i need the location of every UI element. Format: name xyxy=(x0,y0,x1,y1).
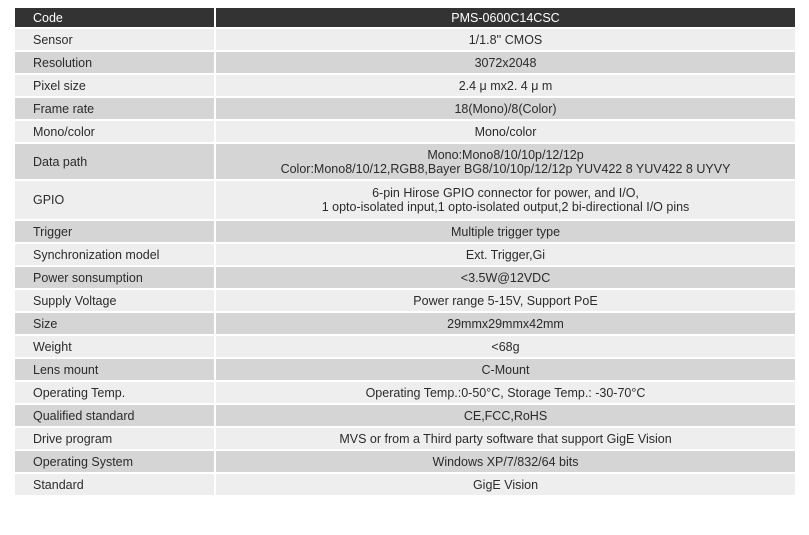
spec-label: Operating Temp. xyxy=(15,382,216,403)
spec-value xyxy=(216,75,795,96)
table-row xyxy=(15,382,795,403)
spec-value-line: Multiple trigger type xyxy=(450,224,561,239)
spec-label: Frame rate xyxy=(15,98,216,119)
spec-value-line: Ext. Trigger,Gi xyxy=(465,247,546,262)
table-row xyxy=(15,267,795,288)
table-row xyxy=(15,359,795,380)
spec-value-line: 2.4 μ mx2. 4 μ m xyxy=(458,78,553,93)
spec-label: Lens mount xyxy=(15,359,216,380)
spec-value xyxy=(216,428,795,449)
table-row xyxy=(15,121,795,142)
table-row xyxy=(15,244,795,265)
spec-label: Size xyxy=(15,313,216,334)
spec-value-line: 1/1.8'' CMOS xyxy=(468,32,543,47)
table-row xyxy=(15,451,795,472)
spec-label: Standard xyxy=(15,474,216,495)
spec-value xyxy=(216,98,795,119)
spec-value xyxy=(216,336,795,357)
spec-value xyxy=(216,221,795,242)
spec-value-line: 29mmx29mmx42mm xyxy=(447,316,564,331)
spec-value-line: 1 opto-isolated input,1 opto-isolated output,2 bi-directional I/O pins xyxy=(321,200,690,214)
spec-value xyxy=(216,290,795,311)
spec-value xyxy=(216,359,795,380)
spec-value-line: 6-pin Hirose GPIO connector for power, and I/O, xyxy=(372,186,639,200)
spec-label: Sensor xyxy=(15,29,216,50)
spec-value xyxy=(216,382,795,403)
spec-value xyxy=(216,29,795,50)
table-row xyxy=(15,313,795,334)
spec-value-line: CE,FCC,RoHS xyxy=(463,408,548,423)
table-row xyxy=(15,181,795,219)
table-row xyxy=(15,336,795,357)
spec-label: Drive program xyxy=(15,428,216,449)
spec-value-line: Mono:Mono8/10/10p/12/12p xyxy=(427,147,584,162)
spec-value xyxy=(216,244,795,265)
table-row xyxy=(15,428,795,449)
spec-value-line: C-Mount xyxy=(481,362,530,377)
table-row xyxy=(15,52,795,73)
spec-value-line: 18(Mono)/8(Color) xyxy=(454,101,557,116)
table-row xyxy=(15,98,795,119)
spec-value-line: Power range 5-15V, Support PoE xyxy=(413,293,598,308)
spec-label: Trigger xyxy=(15,221,216,242)
spec-label: GPIO xyxy=(15,181,216,219)
spec-value xyxy=(216,451,795,472)
spec-label: Supply Voltage xyxy=(15,290,216,311)
spec-label: Resolution xyxy=(15,52,216,73)
spec-value xyxy=(216,52,795,73)
spec-value-line: Windows XP/7/832/64 bits xyxy=(432,454,579,469)
spec-value xyxy=(216,267,795,288)
spec-table-body xyxy=(15,8,795,495)
spec-label: Pixel size xyxy=(15,75,216,96)
spec-value xyxy=(216,8,795,27)
spec-value xyxy=(216,405,795,426)
spec-value xyxy=(216,181,795,219)
table-row xyxy=(15,290,795,311)
spec-value-line: <68g xyxy=(491,339,520,354)
spec-value-line: Mono/color xyxy=(474,124,537,139)
spec-value-line: PMS-0600C14CSC xyxy=(451,10,560,25)
spec-table xyxy=(15,6,795,497)
spec-label: Data path xyxy=(15,144,216,179)
spec-value-line: GigE Vision xyxy=(472,477,539,492)
spec-value-line: Color:Mono8/10/12,RGB8,Bayer BG8/10/10p/12/12p YUV422 8 YUV422 8 UYVY xyxy=(280,161,731,176)
spec-label: Synchronization model xyxy=(15,244,216,265)
table-row xyxy=(15,75,795,96)
spec-value xyxy=(216,121,795,142)
spec-label: Power sonsumption xyxy=(15,267,216,288)
spec-label: Mono/color xyxy=(15,121,216,142)
spec-value xyxy=(216,144,795,179)
spec-value xyxy=(216,313,795,334)
table-row xyxy=(15,144,795,179)
table-header-row xyxy=(15,8,795,27)
spec-label: Weight xyxy=(15,336,216,357)
spec-value-line: Operating Temp.:0-50°C, Storage Temp.: -30-70°C xyxy=(365,385,646,400)
spec-label: Operating System xyxy=(15,451,216,472)
spec-value-line: MVS or from a Third party software that support GigE Vision xyxy=(339,431,672,446)
spec-label: Qualified standard xyxy=(15,405,216,426)
table-row xyxy=(15,405,795,426)
spec-value xyxy=(216,474,795,495)
table-row xyxy=(15,221,795,242)
spec-label: Code xyxy=(15,8,216,27)
table-row xyxy=(15,29,795,50)
spec-value-line: <3.5W@12VDC xyxy=(460,270,551,285)
table-row xyxy=(15,474,795,495)
spec-value-line: 3072x2048 xyxy=(474,55,537,70)
